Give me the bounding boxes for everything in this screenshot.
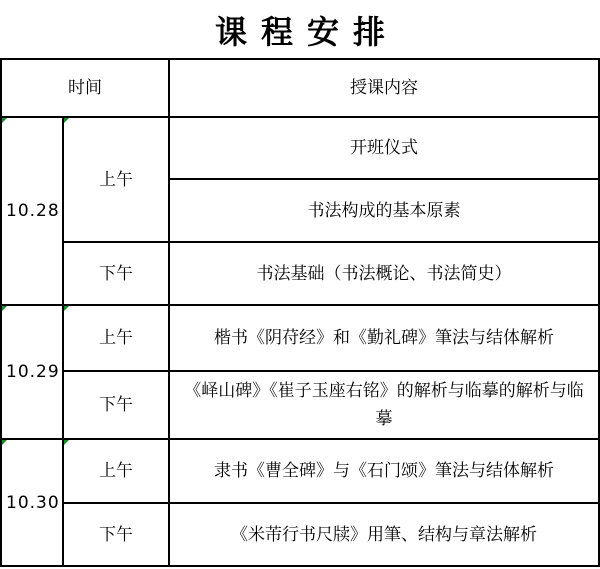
table-row bbox=[1, 439, 599, 503]
corner-marker bbox=[2, 118, 7, 123]
table-row bbox=[1, 503, 599, 566]
page-title: 课程安排 bbox=[214, 13, 399, 51]
corner-marker bbox=[2, 306, 7, 311]
period-cell bbox=[63, 305, 169, 371]
date-label: 10.29 bbox=[6, 362, 60, 382]
date-label: 10.28 bbox=[6, 201, 60, 221]
date-cell bbox=[1, 117, 63, 305]
header-content: 授课内容 bbox=[169, 59, 599, 117]
period-label: 上午 bbox=[99, 461, 133, 481]
period-label: 下午 bbox=[99, 263, 133, 284]
schedule-table bbox=[0, 58, 600, 567]
header-time: 时间 bbox=[1, 59, 169, 117]
date-cell bbox=[1, 439, 63, 566]
period-cell bbox=[63, 371, 169, 439]
corner-marker bbox=[64, 306, 69, 311]
table-row bbox=[1, 242, 599, 305]
date-label: 10.30 bbox=[6, 492, 60, 513]
header-row bbox=[1, 59, 599, 117]
corner-marker bbox=[64, 118, 69, 123]
content-cell: 书法构成的基本原素 bbox=[169, 179, 599, 242]
content-cell: 楷书《阴苻经》和《勤礼碑》筆法与结体解析 bbox=[169, 305, 599, 371]
table-row bbox=[1, 117, 599, 179]
content-cell: 《米芾行书尺牍》用筆、结构与章法解析 bbox=[169, 503, 599, 566]
period-cell bbox=[63, 117, 169, 242]
period-label: 下午 bbox=[99, 524, 133, 545]
content-cell: 隶书《曹全碑》与《石门颂》筆法与结体解析 bbox=[169, 439, 599, 503]
period-cell bbox=[63, 242, 169, 305]
corner-marker bbox=[64, 440, 69, 445]
table-row bbox=[1, 305, 599, 371]
period-label: 上午 bbox=[99, 328, 133, 348]
corner-marker bbox=[2, 440, 7, 445]
date-cell bbox=[1, 305, 63, 439]
period-cell bbox=[63, 439, 169, 503]
content-cell: 书法基础（书法概论、书法简史） bbox=[169, 242, 599, 305]
content-cell: 开班仪式 bbox=[169, 117, 599, 179]
table-row bbox=[1, 371, 599, 439]
period-cell bbox=[63, 503, 169, 566]
period-label: 上午 bbox=[99, 169, 133, 190]
period-label: 下午 bbox=[99, 395, 133, 415]
content-cell: 《峄山碑》《崔子玉座右铭》的解析与临摹的解析与临摹 bbox=[169, 371, 599, 439]
